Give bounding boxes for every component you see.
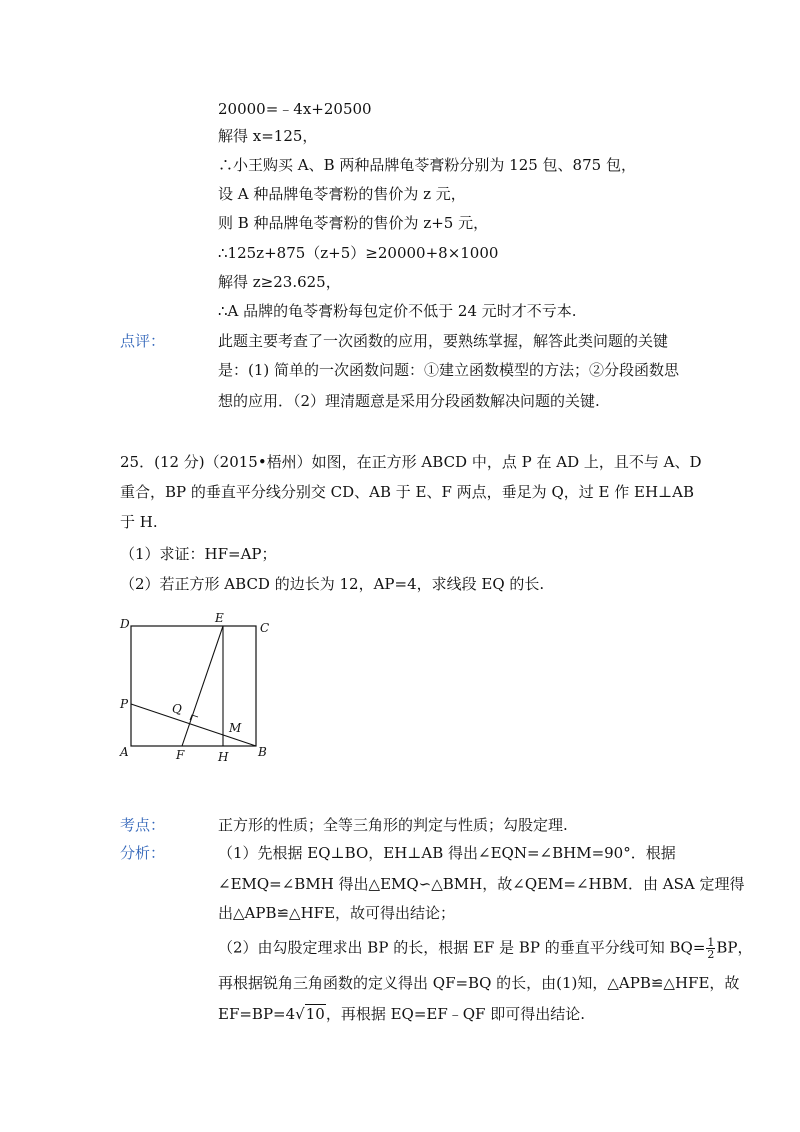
solution-line: 设 A 种品牌龟苓膏粉的售价为 z 元，	[218, 185, 466, 203]
label-h: H	[218, 750, 229, 762]
problem-line: 重合，BP 的垂直平分线分别交 CD、AB 于 E、F 两点，垂足为 Q，过 E 作 EH⊥AB	[120, 483, 694, 501]
label-b: B	[258, 745, 267, 759]
label-e: E	[215, 612, 224, 625]
analysis-text: （2）由勾股定理求出 BP 的长，根据 EF 是 BP 的垂直平分线可知 BQ=	[218, 938, 706, 957]
analysis-line: 出△APB≌△HFE，故可得出结论；	[218, 904, 456, 922]
solution-line: ∴小王购买 A、B 两种品牌龟苓膏粉分别为 125 包、875 包，	[218, 156, 636, 174]
analysis-line-fraction	[218, 937, 753, 960]
problem-line: （2）若正方形 ABCD 的边长为 12，AP=4，求线段 EQ 的长.	[120, 575, 545, 593]
comment-line: 此题主要考查了一次函数的应用，要熟练掌握，解答此类问题的关键	[218, 332, 669, 350]
solution-line: ∴125z+875（z+5）≥20000+8×1000	[218, 244, 499, 262]
analysis-line: ∠EMQ=∠BMH 得出△EMQ∽△BMH，故∠QEM=∠HBM．由 ASA 定理得	[218, 875, 745, 893]
label-d: D	[120, 617, 130, 631]
comment-line: 想的应用．（2）理清题意是采用分段函数解决问题的关键.	[218, 392, 600, 410]
geometry-figure	[112, 612, 282, 762]
problem-line: 25．(12 分)（2015•梧州）如图，在正方形 ABCD 中，点 P 在 AD 上，且不与 A、D	[120, 453, 702, 471]
label-c: C	[260, 621, 270, 635]
label-a: A	[120, 745, 129, 759]
analysis-line: （1）先根据 EQ⊥BO，EH⊥AB 得出∠EQN=∠BHM=90°．根据	[218, 844, 676, 862]
label-p: P	[120, 697, 129, 711]
label-m: M	[229, 721, 242, 735]
kaodian-text: 正方形的性质；全等三角形的判定与性质；勾股定理.	[218, 816, 568, 834]
label-q: Q	[172, 702, 182, 716]
solution-line: 解得 z≥23.625，	[218, 273, 341, 291]
sqrt-symbol: √	[295, 1005, 305, 1023]
analysis-text: BP，	[716, 938, 753, 957]
fraction-numerator: 1	[707, 936, 715, 949]
problem-line: （1）求证：HF=AP；	[120, 545, 277, 563]
solution-line: 解得 x=125，	[218, 127, 318, 145]
comment-line: 是：(1) 简单的一次函数问题：①建立函数模型的方法；②分段函数思	[218, 361, 680, 379]
comment-label: 点评：	[120, 332, 166, 350]
sqrt-radicand: 10	[305, 1005, 325, 1023]
analysis-text: ，再根据 EQ=EF﹣QF 即可得出结论.	[325, 1005, 585, 1023]
analysis-line-sqrt	[218, 1004, 585, 1024]
analysis-text: EF=BP=4	[218, 1005, 296, 1023]
kaodian-label: 考点：	[120, 816, 166, 834]
fraction-denominator: 2	[707, 948, 715, 961]
analysis-label: 分析：	[120, 844, 166, 862]
problem-line: 于 H.	[120, 513, 158, 531]
solution-line: 则 B 种品牌龟苓膏粉的售价为 z+5 元，	[218, 214, 489, 232]
fraction-one-half	[706, 937, 715, 960]
solution-line: ∴A 品牌的龟苓膏粉每包定价不低于 24 元时才不亏本.	[218, 302, 577, 320]
label-f: F	[176, 748, 185, 762]
analysis-line: 再根据锐角三角函数的定义得出 QF=BQ 的长，由(1)知，△APB≌△HFE，故	[218, 974, 740, 992]
solution-line: 20000=﹣4x+20500	[218, 100, 372, 118]
